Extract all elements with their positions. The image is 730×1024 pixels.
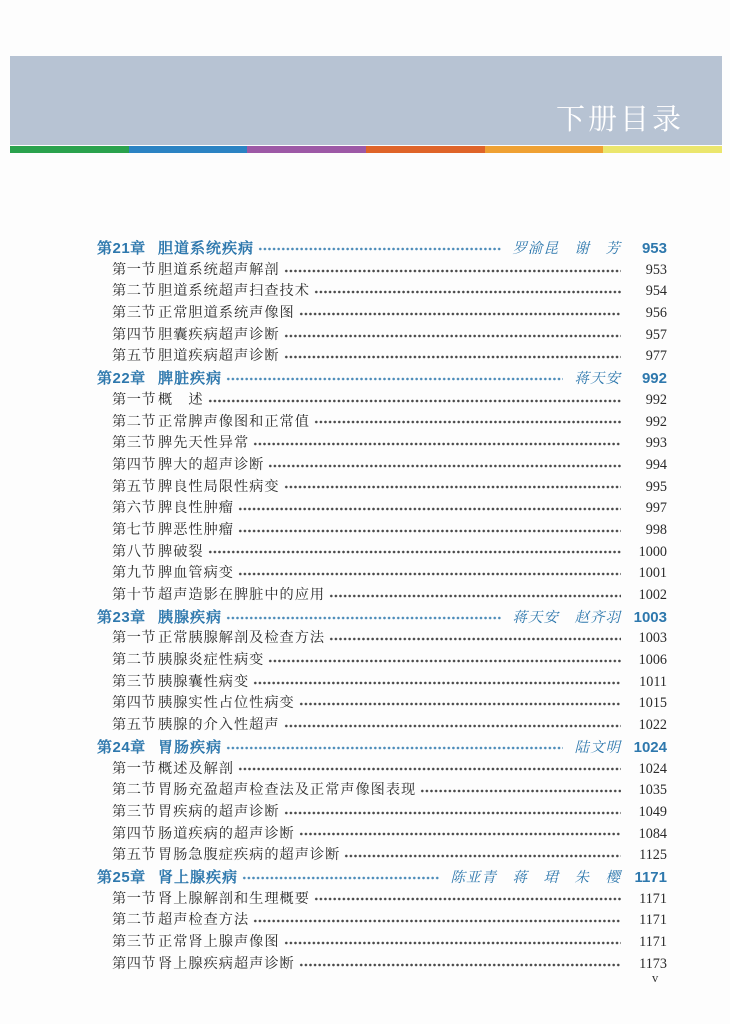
stripe-segment <box>366 146 485 153</box>
section-title: 脾血管病变 <box>158 565 234 582</box>
section-page-number: 994 <box>645 456 667 473</box>
chapter-title: 脾脏疾病 <box>158 370 223 388</box>
section-title: 肾上腺解剖和生理概要 <box>158 890 310 907</box>
section-title: 脾先天性异常 <box>158 435 250 452</box>
stripe-segment <box>485 146 604 153</box>
section-page-number: 1171 <box>639 912 667 929</box>
dotted-leader <box>226 611 500 625</box>
chapter-label: 第25章 <box>97 868 146 886</box>
page-number: v <box>652 971 659 985</box>
dotted-leader <box>420 784 621 798</box>
chapter-row <box>97 607 667 629</box>
section-page-number: 1015 <box>638 695 667 712</box>
section-row <box>112 520 667 542</box>
section-label: 第一节 <box>112 760 157 777</box>
color-stripe <box>10 146 722 153</box>
section-page-number: 957 <box>645 326 667 343</box>
dotted-leader <box>253 914 621 928</box>
dotted-leader <box>329 589 621 603</box>
section-page-number: 992 <box>645 413 667 430</box>
section-label: 第五节 <box>112 847 157 864</box>
chapter-authors: 罗渝昆 谢 芳 <box>512 241 621 257</box>
dotted-leader <box>284 936 621 950</box>
section-row <box>112 433 667 455</box>
section-label: 第九节 <box>112 565 157 582</box>
dotted-leader <box>284 480 621 494</box>
section-label: 第四节 <box>112 695 157 712</box>
chapter-page-number: 953 <box>641 240 667 257</box>
section-page-number: 953 <box>645 261 667 278</box>
section-title: 胆囊疾病超声诊断 <box>158 326 280 343</box>
dotted-leader <box>226 372 562 386</box>
section-row <box>112 780 667 802</box>
section-label: 第一节 <box>112 630 157 647</box>
section-label: 第三节 <box>112 803 157 820</box>
section-row <box>112 303 667 325</box>
page-title: 下册目录 <box>555 104 684 136</box>
section-row <box>112 412 667 434</box>
section-label: 第五节 <box>112 478 157 495</box>
section-row <box>112 932 667 954</box>
section-title: 胰腺炎症性病变 <box>158 652 265 669</box>
section-title: 胃肠充盈超声检查法及正常声像图表现 <box>158 782 417 799</box>
chapter-row <box>97 737 667 759</box>
section-label: 第一节 <box>112 391 157 408</box>
section-row <box>112 260 667 282</box>
section-label: 第四节 <box>112 955 157 972</box>
toc-list <box>97 238 667 975</box>
section-label: 第一节 <box>112 890 157 907</box>
section-page-number: 954 <box>645 283 667 300</box>
section-title: 胆道系统超声解剖 <box>158 261 280 278</box>
section-title: 正常胰腺解剖及检查方法 <box>158 630 326 647</box>
dotted-leader <box>226 741 562 755</box>
section-title: 正常脾声像图和正常值 <box>158 413 310 430</box>
dotted-leader <box>314 892 621 906</box>
section-page-number: 1049 <box>638 803 667 820</box>
section-label: 第三节 <box>112 673 157 690</box>
dotted-leader <box>284 350 621 364</box>
chapter-label: 第21章 <box>97 240 146 257</box>
section-title: 超声造影在脾脏中的应用 <box>158 587 326 603</box>
chapter-row <box>97 867 667 889</box>
chapter-label: 第24章 <box>97 738 146 756</box>
section-page-number: 998 <box>645 521 667 538</box>
chapter-row <box>97 238 667 260</box>
section-page-number: 992 <box>645 391 667 408</box>
section-title: 肾上腺疾病超声诊断 <box>158 955 295 972</box>
dotted-leader <box>314 285 621 299</box>
dotted-leader <box>268 654 621 668</box>
dotted-leader <box>284 719 621 733</box>
section-page-number: 1022 <box>638 717 667 734</box>
section-page-number: 1173 <box>639 955 667 972</box>
section-title: 脾良性局限性病变 <box>158 478 280 495</box>
section-page-number: 1002 <box>638 587 667 603</box>
chapter-authors: 陈亚青 蒋 珺 朱 樱 <box>450 869 621 886</box>
section-row <box>112 542 667 564</box>
dotted-leader <box>253 437 621 451</box>
chapter-title: 胰腺疾病 <box>158 608 223 626</box>
stripe-segment <box>129 146 248 153</box>
stripe-segment <box>247 146 366 153</box>
dotted-leader <box>299 827 621 841</box>
chapter-page-number: 1003 <box>633 608 667 626</box>
chapter-label: 第23章 <box>97 608 146 626</box>
section-page-number: 1006 <box>638 652 667 669</box>
section-page-number: 993 <box>645 435 667 452</box>
section-label: 第四节 <box>112 825 157 842</box>
dotted-leader <box>208 394 621 408</box>
section-title: 超声检查方法 <box>158 912 250 929</box>
section-label: 第四节 <box>112 326 157 343</box>
page-banner <box>10 56 722 145</box>
section-label: 第二节 <box>112 283 157 300</box>
chapter-authors: 蒋天安 赵齐羽 <box>512 609 621 626</box>
dotted-leader <box>314 415 621 429</box>
section-row <box>112 845 667 867</box>
chapter-title: 胃肠疾病 <box>158 738 223 756</box>
section-row <box>112 650 667 672</box>
section-row <box>112 325 667 347</box>
section-row <box>112 824 667 846</box>
section-row <box>112 585 667 607</box>
dotted-leader <box>238 567 621 581</box>
section-label: 第七节 <box>112 521 157 538</box>
section-page-number: 997 <box>645 500 667 517</box>
section-title: 正常肾上腺声像图 <box>158 934 280 950</box>
dotted-leader <box>268 459 621 473</box>
chapter-label: 第22章 <box>97 370 146 388</box>
section-title: 肠道疾病的超声诊断 <box>158 825 295 842</box>
section-page-number: 995 <box>645 478 667 495</box>
section-row <box>112 498 667 520</box>
section-row <box>112 889 667 911</box>
dotted-leader <box>329 632 621 646</box>
dotted-leader <box>299 697 621 711</box>
section-label: 第三节 <box>112 305 157 322</box>
section-row <box>112 563 667 585</box>
section-title: 胆道疾病超声诊断 <box>158 348 280 365</box>
section-label: 第三节 <box>112 435 157 452</box>
dotted-leader <box>238 524 621 538</box>
section-row <box>112 693 667 715</box>
section-label: 第一节 <box>112 261 157 278</box>
section-label: 第二节 <box>112 413 157 430</box>
section-row <box>112 715 667 737</box>
section-title: 胰腺实性占位性病变 <box>158 695 295 712</box>
chapter-page-number: 1171 <box>634 868 667 886</box>
section-label: 第二节 <box>112 652 157 669</box>
chapter-authors: 陆文明 <box>574 739 621 756</box>
section-row <box>112 954 667 976</box>
dotted-leader <box>238 762 621 776</box>
section-title: 脾破裂 <box>158 543 204 560</box>
section-title: 概述及解剖 <box>158 760 234 777</box>
section-row <box>112 628 667 650</box>
section-title: 正常胆道系统声像图 <box>158 305 295 322</box>
section-label: 第二节 <box>112 782 157 799</box>
chapter-title: 肾上腺疾病 <box>158 868 239 886</box>
section-page-number: 1001 <box>638 565 667 582</box>
section-page-number: 1003 <box>638 630 667 647</box>
section-page-number: 1125 <box>639 847 667 864</box>
section-label: 第二节 <box>112 912 157 929</box>
dotted-leader <box>258 242 500 256</box>
section-row <box>112 346 667 368</box>
section-row <box>112 910 667 932</box>
section-title: 脾恶性肿瘤 <box>158 521 234 538</box>
section-title: 胰腺囊性病变 <box>158 673 250 690</box>
section-page-number: 977 <box>645 348 667 365</box>
chapter-page-number: 992 <box>641 370 667 388</box>
stripe-segment <box>10 146 129 153</box>
chapter-authors: 蒋天安 <box>574 371 621 388</box>
dotted-leader <box>284 264 621 278</box>
dotted-leader <box>208 545 621 559</box>
section-page-number: 1000 <box>638 543 667 560</box>
dotted-leader <box>344 849 621 863</box>
section-row <box>112 281 667 303</box>
section-label: 第八节 <box>112 543 157 560</box>
section-row <box>112 759 667 781</box>
section-title: 胰腺的介入性超声 <box>158 717 280 734</box>
section-label: 第五节 <box>112 717 157 734</box>
section-page-number: 1084 <box>638 825 667 842</box>
dotted-leader <box>284 329 621 343</box>
section-page-number: 1171 <box>639 934 667 950</box>
dotted-leader <box>242 871 438 885</box>
dotted-leader <box>284 806 621 820</box>
section-title: 胃肠急腹症疾病的超声诊断 <box>158 847 341 864</box>
chapter-page-number: 1024 <box>633 738 667 756</box>
chapter-title: 胆道系统疾病 <box>158 240 255 257</box>
section-row <box>112 390 667 412</box>
section-page-number: 1035 <box>638 782 667 799</box>
section-row <box>112 455 667 477</box>
section-row <box>112 802 667 824</box>
section-label: 第十节 <box>112 587 157 603</box>
section-title: 胆道系统超声扫查技术 <box>158 283 310 300</box>
section-title: 概 述 <box>158 391 204 408</box>
dotted-leader <box>238 502 621 516</box>
section-title: 胃疾病的超声诊断 <box>158 803 280 820</box>
section-page-number: 1171 <box>639 890 667 907</box>
section-title: 脾大的超声诊断 <box>158 456 265 473</box>
dotted-leader <box>299 307 621 321</box>
section-label: 第五节 <box>112 348 157 365</box>
section-page-number: 1024 <box>638 760 667 777</box>
dotted-leader <box>299 958 621 972</box>
section-row <box>112 672 667 694</box>
section-label: 第三节 <box>112 934 157 950</box>
section-page-number: 1011 <box>639 673 667 690</box>
dotted-leader <box>253 676 621 690</box>
section-page-number: 956 <box>645 305 667 322</box>
section-title: 脾良性肿瘤 <box>158 500 234 517</box>
stripe-segment <box>603 146 722 153</box>
section-label: 第四节 <box>112 456 157 473</box>
chapter-row <box>97 368 667 390</box>
section-label: 第六节 <box>112 500 157 517</box>
section-row <box>112 477 667 499</box>
